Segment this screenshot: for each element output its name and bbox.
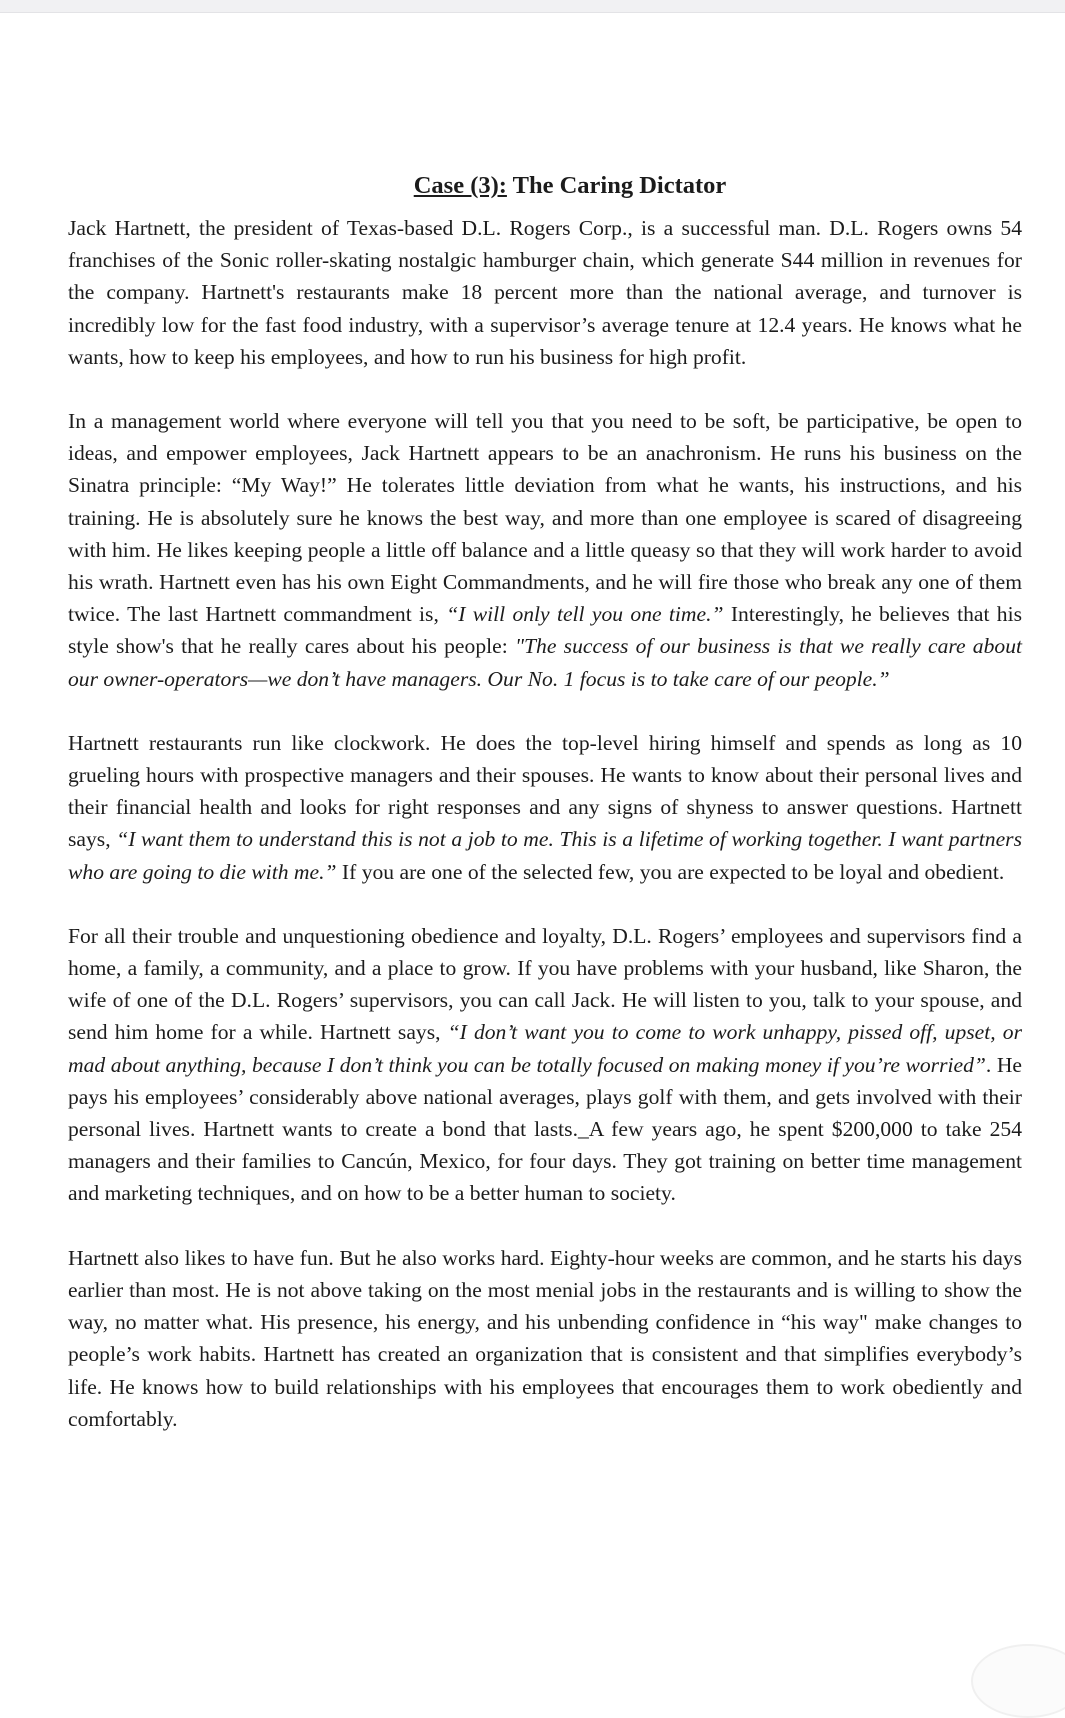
paragraph-2-text-b: Interestingly, he believes that his style show's that he really cares about his people: [68,602,1022,659]
document-page [68,168,1022,1467]
paragraph-5 [68,1242,1022,1435]
paragraph-3 [68,727,1022,888]
paragraph-2-text-a: In a management world where everyone will tell you that you need to be soft, be participative, be open to ideas, and empower employees, Jack Hartnett appears to be an anachronism. He runs his business on the Sinatra principle: “My Way!” He tolerates little deviation from what he wants, his instructions, and his training. He is absolutely sure he knows the best way, and more than one employee is scared of disagreeing with him. He likes keeping people a little off balance and a little queasy so that they will work harder to avoid his wrath. Hartnett even has his own Eight Commandments, and he will fire those who break any one of them twice. The last Hartnett commandment is, [68,409,1022,627]
paragraph-3-quote: “I want them to understand this is not a job to me. This is a lifetime of working together. I want partners who are going to die with me.” [68,827,1022,884]
corner-scroll-indicator [971,1644,1065,1718]
paragraph-4-quote: “I don’t want you to come to work unhappy, pissed off, upset, or mad about anything, because I don’t think you can be totally focused on making money if you’re worried” [68,1020,1022,1077]
paragraph-4-text-a: For all their trouble and unquestioning obedience and loyalty, D.L. Rogers’ employees and supervisors find a home, a family, a community, and a place to grow. If you have problems with your husband, like Sharon, the wife of one of the D.L. Rogers’ supervisors, you can call Jack. He will listen to you, talk to your spouse, and send him home for a while. Hartnett says, [68,923,1022,1045]
paragraph-4-text-b: . He pays his employees’ considerably above national averages, plays golf with them, and gets involved with their personal lives. Hartnett wants to create a bond that lasts._A few years ago, he spent $200,000 to take 254 managers and their families to Cancún, Mexico, for four days. They got training on better time management and marketing techniques, and on how to be a better human to society. [68,1052,1023,1206]
paragraph-2 [68,405,1022,695]
paragraph-2-quote-b: "The success of our business is that we really care about our owner-operators—we don’t have managers. Our No. 1 focus is to take care of our people.” [68,634,1022,691]
paragraph-1 [68,212,1022,373]
paragraph-4 [68,920,1022,1210]
case-label: Case (3): [413,172,507,199]
case-name: The Caring Dictator [506,172,727,199]
paragraph-3-text-b: If you are one of the selected few, you are expected to be loyal and obedient. [336,859,1005,884]
paragraph-5-text: Hartnett also likes to have fun. But he also works hard. Eighty-hour weeks are common, and he starts his days earlier than most. He is not above taking on the most menial jobs in the restaurants and is willing to show the way, no matter what. His presence, his energy, and his unbending confidence in “his way" make changes to people’s work habits. Hartnett has created an organization that is consistent and that simplifies everybody’s life. He knows how to build relationships with his employees that encourages them to work obediently and comfortably. [68,1245,1022,1431]
document-title [68,168,1022,204]
viewer-top-bar [0,0,1065,13]
paragraph-2-quote-a: “I will only tell you one time.” [446,602,724,627]
paragraph-1-text: Jack Hartnett, the president of Texas-based D.L. Rogers Corp., is a successful man. D.L. Rogers owns 54 franchises of the Sonic roller-skating nostalgic hamburger chain, which generate S44 million in revenues for the company. Hartnett's restaurants make 18 percent more than the national average, and turnover is incredibly low for the fast food industry, with a supervisor’s average tenure at 12.4 years. He knows what he wants, how to keep his employees, and how to run his business for high profit. [68,216,1022,369]
paragraph-3-text-a: Hartnett restaurants run like clockwork. He does the top-level hiring himself and spends as long as 10 grueling hours with prospective managers and their spouses. He wants to know about their personal lives and their financial health and looks for right responses and any signs of shyness to answer questions. Hartnett says, [68,730,1022,852]
